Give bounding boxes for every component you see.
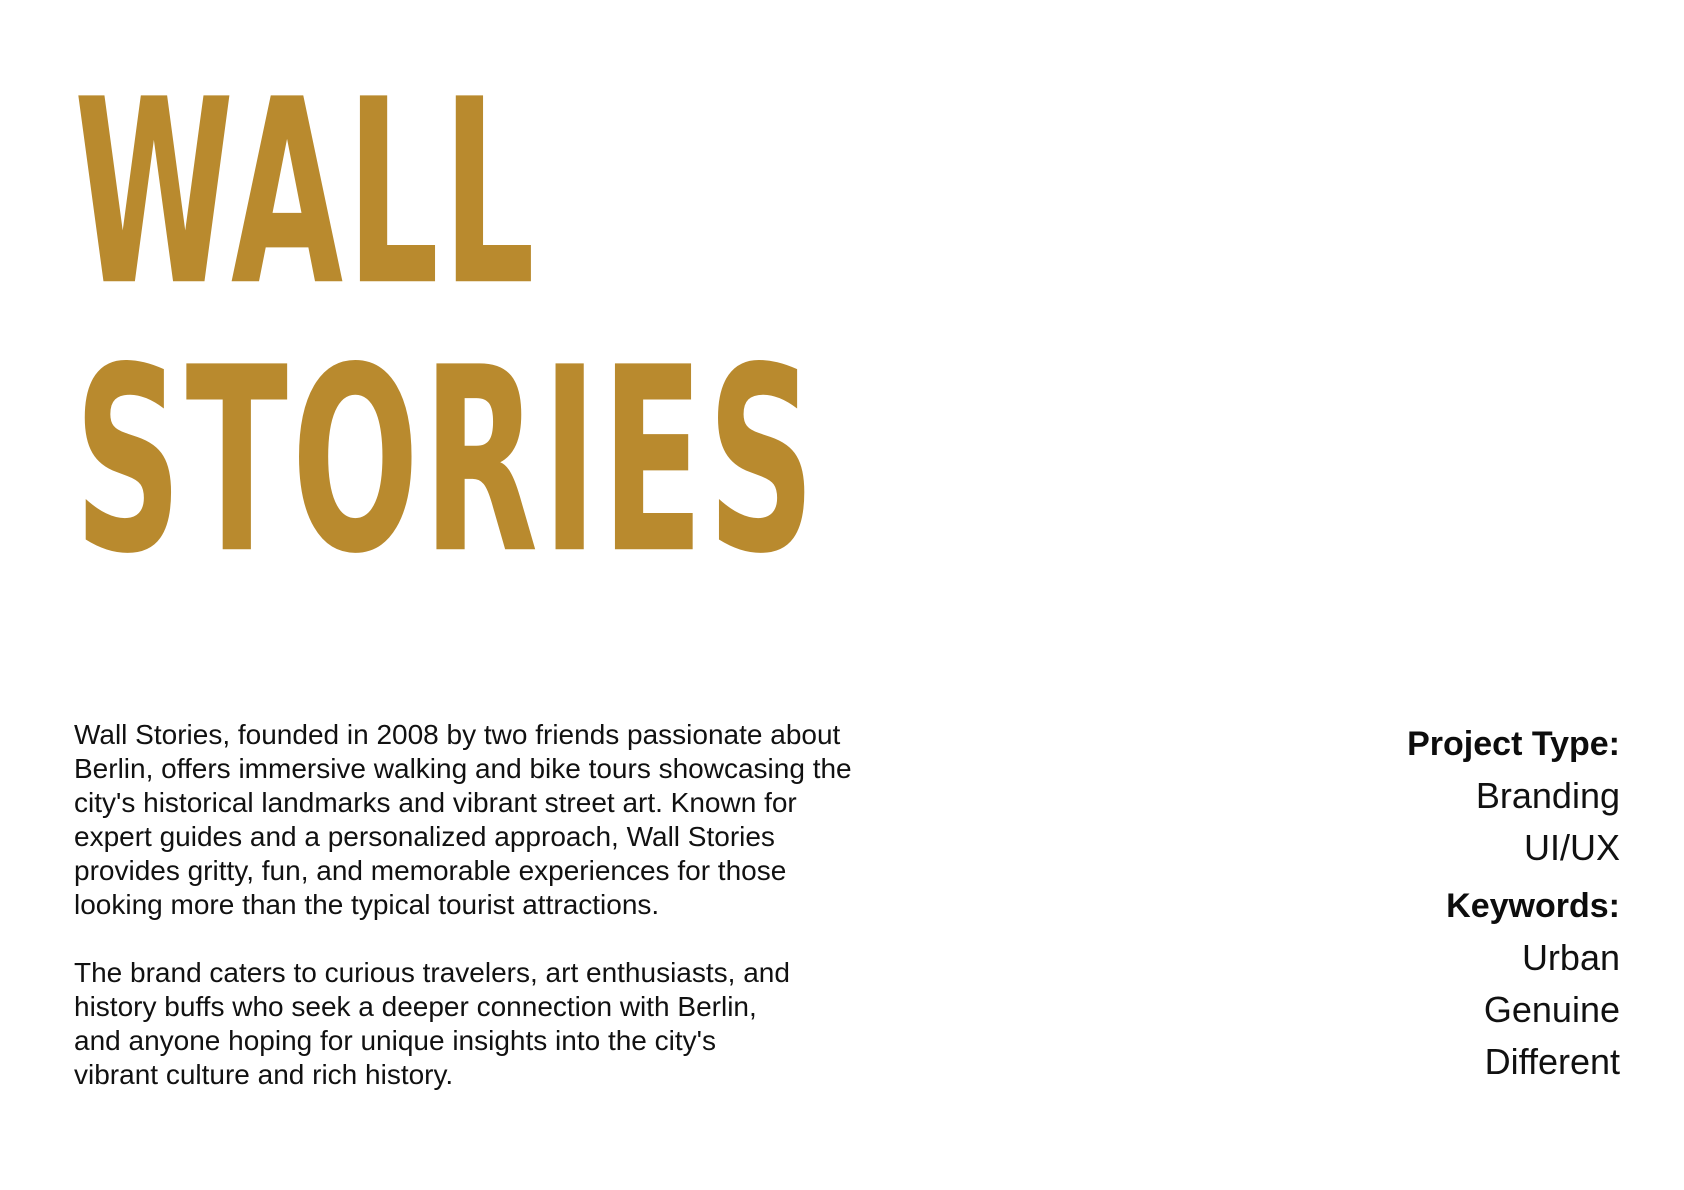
keyword-item: Genuine: [1483, 989, 1620, 1030]
title-line-stories: STORIES: [74, 312, 819, 610]
brand-title: [74, 44, 1074, 610]
description-paragraph-2: The brand caters to curious travelers, art enthusiasts, and history buffs who seek a deeper connection with Berlin, and anyone hoping for unique insights into the city's vibrant culture and rich history.: [74, 957, 790, 1090]
keywords-group: [1280, 880, 1620, 1088]
project-type-label: Project Type:: [1407, 725, 1620, 763]
description-paragraph-1: Wall Stories, founded in 2008 by two friends passionate about Berlin, offers immersive walking and bike tours showcasing the city's historical landmarks and vibrant street art. Known for expert guides and a personalized approach, Wall Stories provides gritty, fun, and memorable experiences for those looking more than the typical tourist attractions.: [74, 719, 852, 920]
project-description: [74, 718, 924, 1092]
project-type-item: UI/UX: [1523, 827, 1620, 868]
title-line-wall: WALL: [74, 44, 539, 342]
keyword-item: Urban: [1521, 937, 1620, 978]
keywords-label: Keywords:: [1446, 887, 1620, 925]
project-meta: [1280, 718, 1620, 1088]
project-type-list: [1280, 770, 1620, 874]
project-type-group: [1280, 718, 1620, 874]
keywords-list: [1280, 932, 1620, 1088]
project-type-item: Branding: [1475, 775, 1620, 816]
keyword-item: Different: [1484, 1041, 1620, 1082]
